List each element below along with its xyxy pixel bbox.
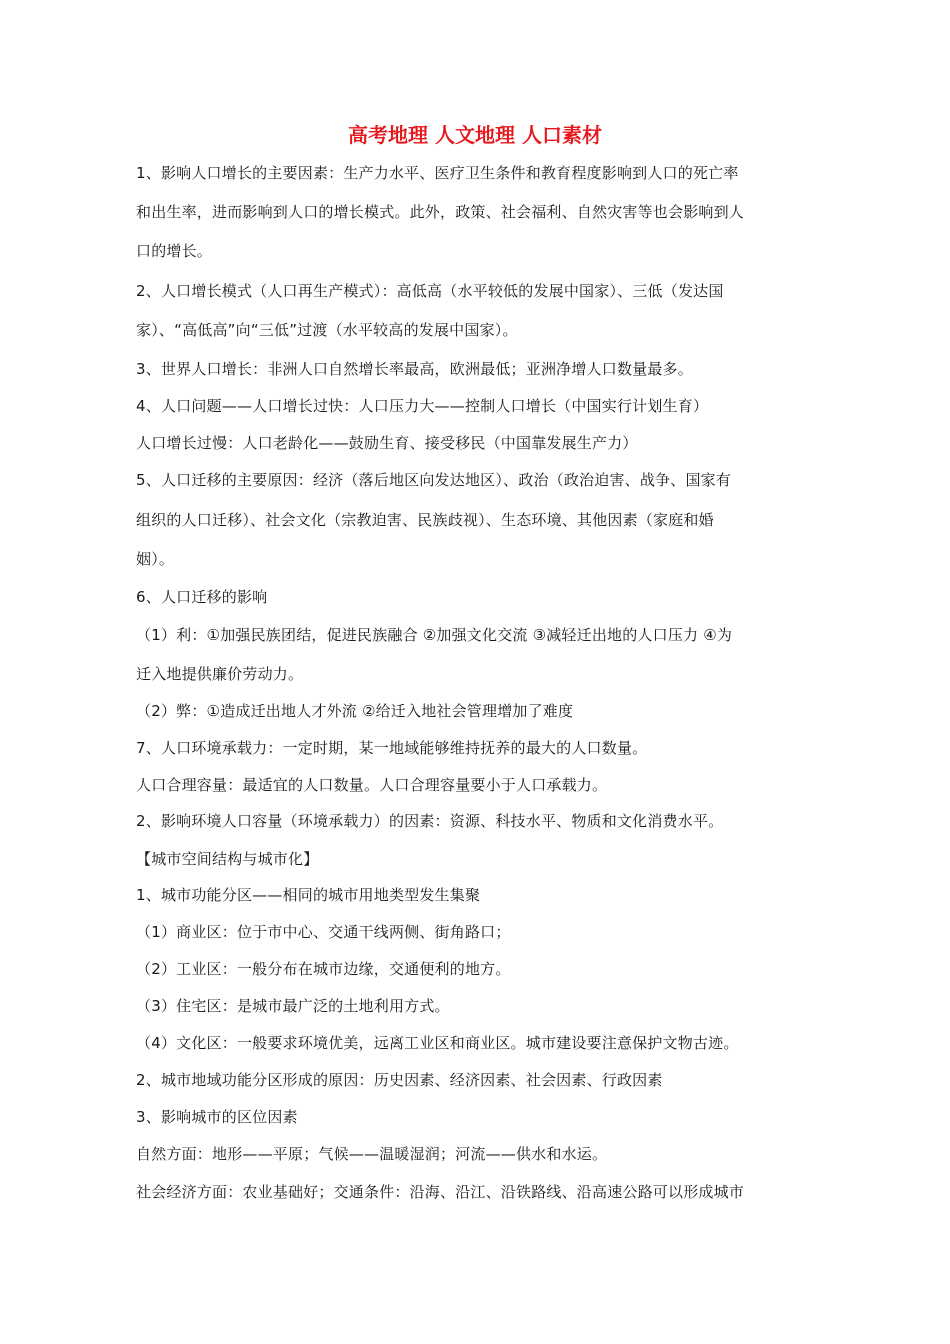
text-line-8: 人口增长过慢：人口老龄化——鼓励生育、接受移民（中国靠发展生产力） xyxy=(136,434,638,452)
text-line-21: （1）商业区：位于市中心、交通干线两侧、街角路口； xyxy=(136,923,511,941)
text-line-22: （2）工业区：一般分布在城市边缘，交通便利的地方。 xyxy=(136,960,511,978)
text-line-25: 2、城市地域功能分区形成的原因：历史因素、经济因素、社会因素、行政因素 xyxy=(136,1071,663,1089)
text-line-12: 6、人口迁移的影响 xyxy=(136,588,268,606)
text-line-2: 和出生率，进而影响到人口的增长模式。此外，政策、社会福利、自然灾害等也会影响到人 xyxy=(136,203,745,221)
text-line-10: 组织的人口迁移）、社会文化（宗教迫害、民族歧视）、生态环境、其他因素（家庭和婚 xyxy=(136,511,714,529)
document-title: 高考地理 人文地理 人口素材 xyxy=(348,123,602,147)
text-line-11: 姻）。 xyxy=(136,550,175,568)
text-line-23: （3）住宅区：是城市最广泛的土地利用方式。 xyxy=(136,997,450,1015)
text-line-24: （4）文化区：一般要求环境优美，远离工业区和商业区。城市建设要注意保护文物古迹。 xyxy=(136,1034,739,1052)
text-line-27: 自然方面：地形——平原；气候——温暖湿润；河流——供水和水运。 xyxy=(136,1145,608,1163)
text-line-7: 4、人口问题——人口增长过快：人口压力大——控制人口增长（中国实行计划生育） xyxy=(136,397,709,415)
text-line-17: 人口合理容量：最适宜的人口数量。人口合理容量要小于人口承载力。 xyxy=(136,776,608,794)
text-line-28: 社会经济方面：农业基础好；交通条件：沿海、沿江、沿铁路线、沿高速公路可以形成城市 xyxy=(136,1183,745,1201)
text-line-5: 家）、“高低高”向“三低”过渡（水平较高的发展中国家）。 xyxy=(136,321,518,339)
text-line-20: 1、城市功能分区——相同的城市用地类型发生集聚 xyxy=(136,886,481,904)
text-line-15: （2）弊：①造成迁出地人才外流 ②给迁入地社会管理增加了难度 xyxy=(136,702,574,720)
text-line-6: 3、世界人口增长：非洲人口自然增长率最高，欧洲最低；亚洲净增人口数量最多。 xyxy=(136,360,693,378)
text-line-13: （1）利：①加强民族团结，促进民族融合 ②加强文化交流 ③减轻迁出地的人口压力 ④为 xyxy=(136,626,733,644)
text-line-9: 5、人口迁移的主要原因：经济（落后地区向发达地区）、政治（政治迫害、战争、国家有 xyxy=(136,471,732,489)
text-line-3: 口的增长。 xyxy=(136,242,213,260)
text-line-1: 1、影响人口增长的主要因素：生产力水平、医疗卫生条件和教育程度影响到人口的死亡率 xyxy=(136,164,739,182)
text-line-4: 2、人口增长模式（人口再生产模式）：高低高（水平较低的发展中国家）、三低（发达国 xyxy=(136,282,724,300)
text-line-16: 7、人口环境承载力：一定时期，某一地域能够维持抚养的最大的人口数量。 xyxy=(136,739,648,757)
text-line-26: 3、影响城市的区位因素 xyxy=(136,1108,298,1126)
text-line-14: 迁入地提供廉价劳动力。 xyxy=(136,665,304,683)
section-heading: 【城市空间结构与城市化】 xyxy=(136,850,319,868)
text-line-18: 2、影响环境人口容量（环境承载力）的因素：资源、科技水平、物质和文化消费水平。 xyxy=(136,812,724,830)
